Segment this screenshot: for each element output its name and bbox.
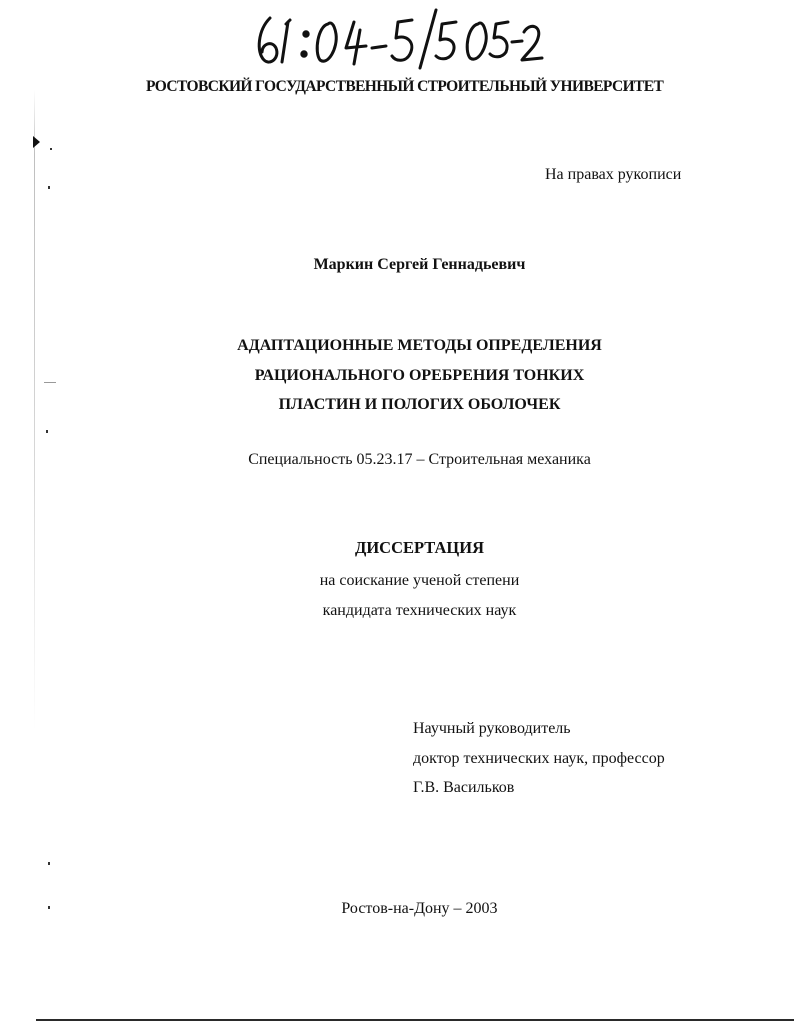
degree-line: кандидата технических наук <box>322 601 517 619</box>
dissertation-title <box>0 331 794 420</box>
supervisor-block <box>413 714 665 803</box>
specialty-line: Специальность 05.23.17 – Строительная механика <box>248 451 591 468</box>
supervisor-degree: доктор технических наук, профессор <box>413 749 665 767</box>
handwritten-archive-code <box>250 8 540 70</box>
scan-bottom-edge <box>36 1019 794 1021</box>
title-line: РАЦИОНАЛЬНОГО ОРЕБРЕНИЯ ТОНКИХ <box>254 366 585 384</box>
rights-note: На правах рукописи <box>545 166 682 183</box>
scan-speck <box>50 148 52 150</box>
work-type-heading: ДИССЕРТАЦИЯ <box>355 538 484 557</box>
title-line: ПЛАСТИН И ПОЛОГИХ ОБОЛОЧЕК <box>278 396 561 413</box>
scan-speck <box>48 186 50 189</box>
scan-speck <box>46 430 48 433</box>
title-line: АДАПТАЦИОННЫЕ МЕТОДЫ ОПРЕДЕЛЕНИЯ <box>237 337 602 354</box>
supervisor-role: Научный руководитель <box>413 720 571 737</box>
supervisor-name: Г.В. Васильков <box>413 779 515 796</box>
handwritten-code-drawing <box>250 8 540 70</box>
scan-speck <box>48 862 50 865</box>
scan-arrow-mark <box>33 136 40 148</box>
degree-line: на соискание ученой степени <box>319 572 520 589</box>
degree-block <box>0 566 794 625</box>
author-name: Маркин Сергей Геннадьевич <box>313 256 526 273</box>
city-year: Ростов-на-Дону – 2003 <box>341 900 498 917</box>
university-name: РОСТОВСКИЙ ГОСУДАРСТВЕННЫЙ СТРОИТЕЛЬНЫЙ УНИВЕРСИТЕТ <box>146 78 664 95</box>
